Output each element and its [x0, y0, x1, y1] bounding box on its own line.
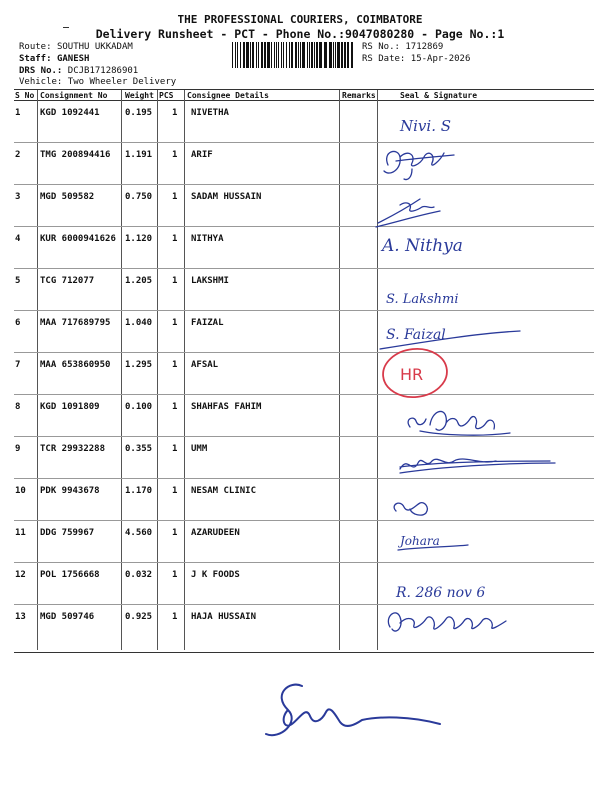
row-consignment-no: MGD 509746	[40, 612, 95, 622]
row-consignment-no: KGD 1092441	[40, 108, 100, 118]
row-weight: 1.120	[125, 234, 153, 244]
route-line	[19, 42, 133, 52]
row-consignment-no: KGD 1091809	[40, 402, 100, 412]
row-sno: 7	[15, 360, 21, 370]
row-consignee: NESAM CLINIC	[191, 486, 257, 496]
row-weight: 0.750	[125, 192, 153, 202]
row-consignment-no: KUR 6000941626	[40, 234, 116, 244]
drs-line	[19, 66, 138, 76]
row-consignment-no: TMG 200894416	[40, 150, 111, 160]
company-title: THE PROFESSIONAL COURIERS, COIMBATORE	[177, 13, 423, 26]
row-consignee: LAKSHMI	[191, 276, 229, 286]
row-sno: 2	[15, 150, 21, 160]
row-weight: 0.100	[125, 402, 153, 412]
drs-value: DCJB171286901	[67, 66, 139, 76]
col-remarks: Remarks	[342, 91, 376, 100]
staff-line	[19, 54, 89, 64]
row-consignee: SADAM HUSSAIN	[191, 192, 262, 202]
row-consignment-no: MAA 653860950	[40, 360, 111, 370]
signature-row-13	[388, 613, 506, 631]
row-pcs: 1	[172, 360, 178, 370]
row-consignment-no: MAA 717689795	[40, 318, 111, 328]
row-pcs: 1	[172, 234, 178, 244]
drs-label: DRS No.:	[19, 66, 63, 76]
rs-date-value: 15-Apr-2026	[410, 54, 471, 64]
row-pcs: 1	[172, 612, 178, 622]
row-consignee: AZARUDEEN	[191, 528, 240, 538]
rs-no-label: RS No.:	[362, 42, 400, 52]
row-pcs: 1	[172, 570, 178, 580]
row-weight: 1.170	[125, 486, 153, 496]
rs-date-line	[362, 54, 470, 64]
row-sno: 4	[15, 234, 21, 244]
row-pcs: 1	[172, 318, 178, 328]
signatures-overlay	[360, 95, 600, 655]
row-consignee: FAIZAL	[191, 318, 224, 328]
route-label: Route:	[19, 42, 52, 52]
row-weight: 0.032	[125, 570, 153, 580]
row-weight: 1.295	[125, 360, 153, 370]
row-consignee: SHAHFAS FAHIM	[191, 402, 262, 412]
row-sno: 9	[15, 444, 21, 454]
row-consignee: J K FOODS	[191, 570, 240, 580]
vehicle-line	[19, 77, 176, 87]
col-signature: Seal & Signature	[400, 91, 478, 100]
staff-value: GANESH	[56, 54, 90, 64]
stamp-row-7	[381, 346, 450, 400]
signature-row-9	[400, 459, 555, 473]
row-consignee: NIVETHA	[191, 108, 229, 118]
rs-no-value: 1712869	[405, 42, 444, 52]
col-consignee: Consignee Details	[187, 91, 269, 100]
row-consignment-no: TCR 29932288	[40, 444, 106, 454]
row-weight: 0.195	[125, 108, 153, 118]
row-consignment-no: PDK 9943678	[40, 486, 100, 496]
row-pcs: 1	[172, 444, 178, 454]
row-consignee: NITHYA	[191, 234, 224, 244]
table-bottom-rule	[14, 652, 594, 653]
row-weight: 0.355	[125, 444, 153, 454]
row-pcs: 1	[172, 150, 178, 160]
row-pcs: 1	[172, 108, 178, 118]
row-sno: 11	[15, 528, 26, 538]
row-weight: 0.925	[125, 612, 153, 622]
row-sno: 6	[15, 318, 21, 328]
row-pcs: 1	[172, 486, 178, 496]
row-consignee: AFSAL	[191, 360, 219, 370]
row-consignment-no: DDG 759967	[40, 528, 95, 538]
route-value: SOUTHU UKKADAM	[56, 42, 133, 52]
signature-row-10	[394, 503, 427, 515]
row-consignee: HAJA HUSSAIN	[191, 612, 257, 622]
col-sno: S No	[15, 91, 35, 100]
row-sno: 13	[15, 612, 26, 622]
table-top-rule	[14, 89, 594, 90]
col-pcs: PCS	[159, 91, 174, 100]
row-consignment-no: POL 1756668	[40, 570, 100, 580]
vehicle-label: Vehicle:	[19, 77, 63, 87]
row-pcs: 1	[172, 402, 178, 412]
row-consignment-no: TCG 712077	[40, 276, 95, 286]
signature-row-6: S. Faizal	[386, 327, 446, 343]
row-sno: 12	[15, 570, 26, 580]
stamp-text: HR	[400, 365, 424, 384]
signature-row-3	[376, 199, 440, 227]
col-weight: Weight	[125, 91, 154, 100]
row-pcs: 1	[172, 528, 178, 538]
signature-row-2	[384, 151, 454, 179]
row-pcs: 1	[172, 276, 178, 286]
row-consignment-no: MGD 509582	[40, 192, 95, 202]
row-consignee: ARIF	[191, 150, 213, 160]
row-weight: 1.040	[125, 318, 153, 328]
row-sno: 1	[15, 108, 21, 118]
row-consignee: UMM	[191, 444, 208, 454]
signature-row-11: Johara	[400, 534, 440, 548]
corner-tick	[63, 27, 69, 28]
signature-row-4: A. Nithya	[382, 236, 463, 256]
row-weight: 4.560	[125, 528, 153, 538]
barcode	[232, 42, 356, 68]
col-consignment: Consignment No	[40, 91, 108, 100]
signature-row-8	[408, 411, 510, 435]
row-sno: 3	[15, 192, 21, 202]
staff-signature	[250, 672, 450, 752]
runsheet-subtitle: Delivery Runsheet - PCT - Phone No.:9047080280 - Page No.:1	[95, 27, 505, 41]
row-weight: 1.191	[125, 150, 153, 160]
signature-row-5: S. Lakshmi	[386, 292, 459, 307]
signature-row-1: Nivi. S	[400, 117, 452, 135]
row-pcs: 1	[172, 192, 178, 202]
signature-row-12: R. 286 nov 6	[396, 585, 486, 601]
row-sno: 8	[15, 402, 21, 412]
rs-date-label: RS Date:	[362, 54, 406, 64]
row-sno: 5	[15, 276, 21, 286]
staff-label: Staff:	[19, 54, 52, 64]
row-weight: 1.205	[125, 276, 153, 286]
vehicle-value: Two Wheeler Delivery	[67, 77, 177, 87]
row-sno: 10	[15, 486, 26, 496]
rs-no-line	[362, 42, 443, 52]
